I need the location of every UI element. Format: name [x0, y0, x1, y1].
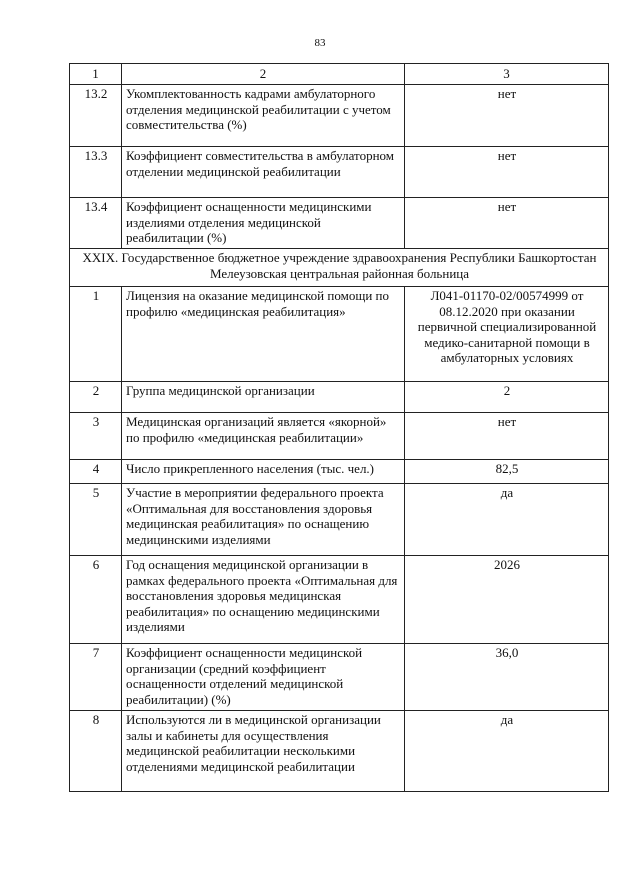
row-label: Используются ли в медицинской организации залы и кабинеты для осуществления медицинской реабилитации несколькими отделениями медицинской реабилитации	[122, 711, 405, 792]
row-value: 36,0	[405, 644, 609, 711]
row-value: 82,5	[405, 460, 609, 484]
row-number: 13.2	[70, 85, 122, 147]
page-number: 83	[314, 37, 326, 49]
table-row	[70, 484, 609, 556]
row-value: нет	[405, 85, 609, 147]
row-value: Л041-01170-02/00574999 от 08.12.2020 при оказании первичной специализированной медико-санитарной помощи в амбулаторных условиях	[405, 287, 609, 382]
table-row	[70, 644, 609, 711]
row-label: Коэффициент оснащенности медицинскими изделиями отделения медицинской реабилитации (%)	[122, 198, 405, 249]
row-value: нет	[405, 147, 609, 198]
row-label: Лицензия на оказание медицинской помощи по профилю «медицинская реабилитация»	[122, 287, 405, 382]
row-label: Медицинская организаций является «якорной» по профилю «медицинская реабилитации»	[122, 413, 405, 460]
section-row	[70, 249, 609, 287]
row-number: 3	[70, 413, 122, 460]
row-value: 2	[405, 382, 609, 413]
table-row	[70, 382, 609, 413]
table-row	[70, 287, 609, 382]
row-number: 4	[70, 460, 122, 484]
rehabilitation-data-table	[69, 63, 609, 792]
row-label: Число прикрепленного населения (тыс. чел.)	[122, 460, 405, 484]
row-number: 6	[70, 556, 122, 644]
header-cell-value: 3	[405, 64, 609, 85]
row-number: 2	[70, 382, 122, 413]
row-label: Участие в мероприятии федерального проекта «Оптимальная для восстановления здоровья медицинская реабилитация» по оснащению медицинскими изделиями	[122, 484, 405, 556]
header-cell-indicator: 2	[122, 64, 405, 85]
row-label: Год оснащения медицинской организации в рамках федерального проекта «Оптимальная для восстановления здоровья медицинская реабилитация» по оснащению медицинскими изделиями	[122, 556, 405, 644]
table-row	[70, 147, 609, 198]
row-label: Коэффициент совместительства в амбулаторном отделении медицинской реабилитации	[122, 147, 405, 198]
table-header-row	[70, 64, 609, 85]
row-value: 2026	[405, 556, 609, 644]
table-row	[70, 711, 609, 792]
row-number: 8	[70, 711, 122, 792]
table-row	[70, 85, 609, 147]
table-row	[70, 556, 609, 644]
header-cell-number: 1	[70, 64, 122, 85]
row-value: нет	[405, 198, 609, 249]
section-title: XXIX. Государственное бюджетное учреждение здравоохранения Республики Башкортостан Мелеузовская центральная районная больница	[70, 249, 609, 287]
table-row	[70, 198, 609, 249]
row-value: нет	[405, 413, 609, 460]
row-label: Группа медицинской организации	[122, 382, 405, 413]
row-value: да	[405, 484, 609, 556]
row-number: 13.4	[70, 198, 122, 249]
row-number: 13.3	[70, 147, 122, 198]
row-label: Коэффициент оснащенности медицинской организации (средний коэффициент оснащенности отделений медицинской реабилитации) (%)	[122, 644, 405, 711]
row-number: 7	[70, 644, 122, 711]
table-row	[70, 460, 609, 484]
table-row	[70, 413, 609, 460]
row-number: 1	[70, 287, 122, 382]
row-number: 5	[70, 484, 122, 556]
row-label: Укомплектованность кадрами амбулаторного отделения медицинской реабилитации с учетом совместительства (%)	[122, 85, 405, 147]
row-value: да	[405, 711, 609, 792]
